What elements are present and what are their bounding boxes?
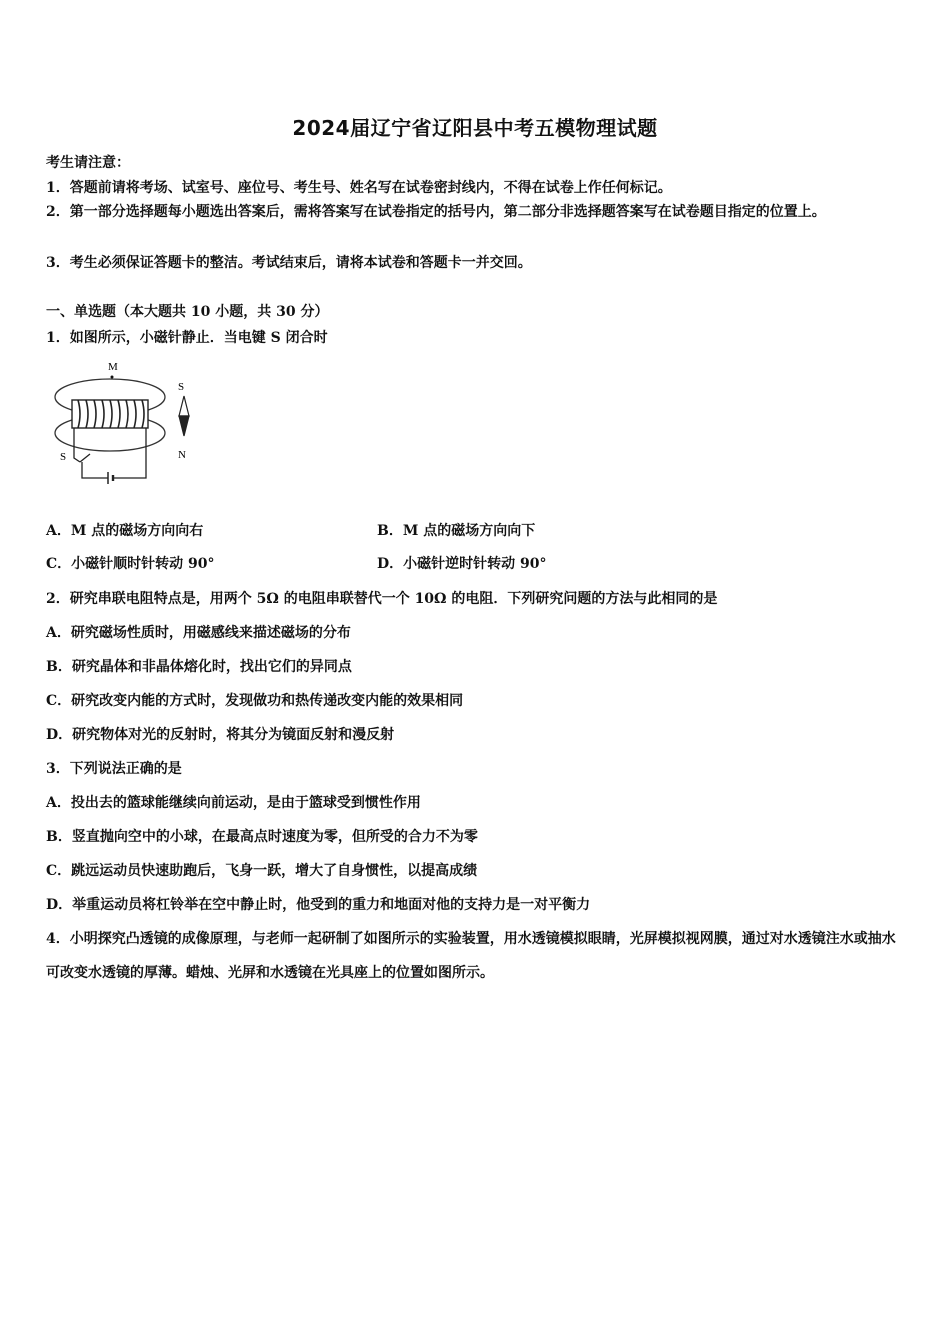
question-1-stem: 1．如图所示，小磁针静止．当电键 S 闭合时	[46, 330, 328, 346]
switch-blade	[80, 454, 90, 462]
notice-item-1: 1．答题前请将考场、试室号、座位号、考生号、姓名写在试卷密封线内，不得在试卷上作任何标记。	[46, 180, 672, 196]
q2-option-a: A．研究磁场性质时，用磁感线来描述磁场的分布	[46, 625, 351, 641]
q1-option-b: B．M 点的磁场方向向下	[377, 523, 536, 539]
label-compass-s: S	[178, 381, 185, 393]
page-title: 2024届辽宁省辽阳县中考五模物理试题	[292, 116, 658, 140]
notice-item-2: 2．第一部分选择题每小题选出答案后，需将答案写在试卷指定的括号内，第二部分非选择题答案写在试卷题目指定的位置上。	[46, 204, 826, 220]
q2-option-d: D．研究物体对光的反射时，将其分为镜面反射和漫反射	[46, 727, 395, 743]
compass-needle-north	[179, 416, 189, 436]
q3-option-b: B．竖直抛向空中的小球，在最高点时速度为零，但所受的合力不为零	[46, 829, 478, 845]
electromagnet-compass-figure	[50, 358, 210, 490]
label-m: M	[108, 361, 118, 373]
q1-option-c: C．小磁针顺时针转动 90°	[46, 556, 215, 572]
notice-heading: 考生请注意：	[46, 155, 130, 171]
question-2-stem: 2．研究串联电阻特点是，用两个 5Ω 的电阻串联替代一个 10Ω 的电阻．下列研究问题的方法与此相同的是	[46, 591, 718, 607]
question-4-stem: 4．小明探究凸透镜的成像原理，与老师一起研制了如图所示的实验装置，用水透镜模拟眼睛，光屏模拟视网膜，通过对水透镜注水或抽水可改变水透镜的厚薄。蜡烛、光屏和水透镜在光具座上的位置如图所示。	[46, 931, 896, 981]
question-3-stem: 3．下列说法正确的是	[46, 761, 182, 777]
q3-option-c: C．跳远运动员快速助跑后，飞身一跃，增大了自身惯性，以提高成绩	[46, 863, 478, 879]
q1-option-a: A．M 点的磁场方向向右	[46, 523, 204, 539]
wire-right	[113, 428, 146, 478]
point-m	[111, 376, 114, 379]
wire-bottom-left	[82, 462, 108, 478]
label-switch-s: S	[60, 451, 67, 463]
section-heading: 一、单选题（本大题共 10 小题，共 30 分）	[46, 304, 329, 320]
q1-option-d: D．小磁针逆时针转动 90°	[377, 556, 547, 572]
compass-needle-south	[179, 396, 189, 416]
notice-item-3: 3．考生必须保证答题卡的整洁。考试结束后，请将本试卷和答题卡一并交回。	[46, 255, 532, 271]
q2-option-c: C．研究改变内能的方式时，发现做功和热传递改变内能的效果相同	[46, 693, 464, 709]
q3-option-d: D．举重运动员将杠铃举在空中静止时，他受到的重力和地面对他的支持力是一对平衡力	[46, 897, 591, 913]
wire-left	[74, 428, 80, 462]
q2-option-b: B．研究晶体和非晶体熔化时，找出它们的异同点	[46, 659, 352, 675]
q3-option-a: A．投出去的篮球能继续向前运动，是由于篮球受到惯性作用	[46, 795, 421, 811]
label-compass-n: N	[178, 449, 186, 461]
